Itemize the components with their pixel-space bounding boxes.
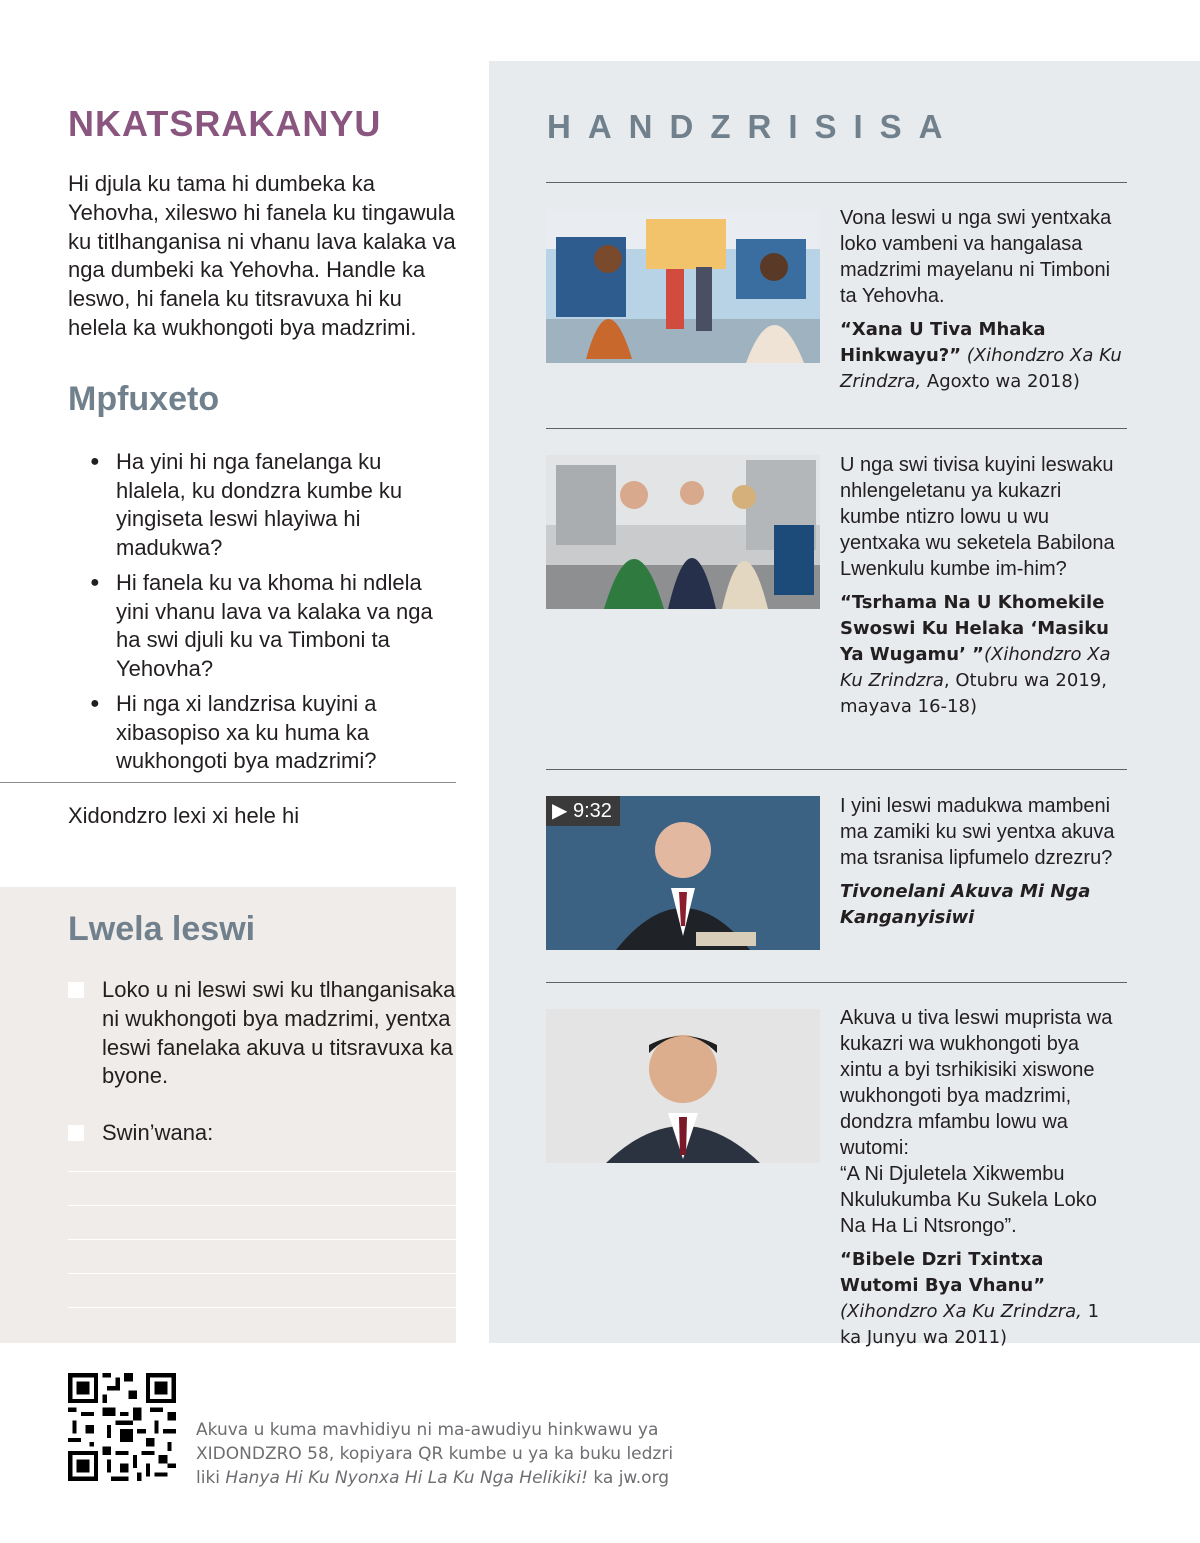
- play-icon: ▶: [552, 800, 568, 822]
- divider: [546, 428, 1127, 429]
- goal-checkbox[interactable]: [68, 1125, 84, 1141]
- ref-source: (Xihondzro Xa Ku Zrindzra: [840, 644, 1111, 691]
- ref-title[interactable]: “Xana U Tiva Mhaka Hinkwayu?”: [840, 319, 1046, 366]
- video-title[interactable]: Tivonelani Akuva Mi Nga Kanganyisiwi: [840, 881, 1091, 928]
- ref-source: (Xihondzro Xa Ku Zrindzra,: [840, 1301, 1082, 1322]
- goal-item-other: [68, 1119, 462, 1148]
- qr-code[interactable]: [68, 1373, 176, 1481]
- video-entry: [840, 793, 1125, 931]
- write-line[interactable]: [68, 1171, 456, 1172]
- studied-label: Xidondzro lexi xi hele hi: [68, 803, 300, 828]
- reference[interactable]: [840, 317, 1125, 395]
- goal-item: [68, 976, 462, 1091]
- entry-text: U nga swi tivisa kuyini leswaku nhlengeletanu ya kukazri kumbe ntizro lowu u wu yentxaka wu seketela Babilona Lwenkulu kumbe im-him?: [840, 454, 1115, 580]
- ref-title[interactable]: “Bibele Dzri Txintxa Wutomi Bya Vhanu”: [840, 1249, 1046, 1296]
- divider: [546, 182, 1127, 183]
- video-duration-badge: [546, 796, 620, 826]
- explore-heading: HANDZRISISA: [547, 108, 960, 145]
- review-item: ● Hi nga xi landzrisa kuyini a xibasopiso xa ku huma ka wukhongoti bya madzrimi?: [90, 690, 450, 776]
- article-thumbnail-news[interactable]: [546, 209, 820, 363]
- goal-box: [0, 887, 456, 1343]
- ref-title[interactable]: “Tsrhama Na U Khomekile Swoswi Ku Helaka ‘Masiku Ya Wugamu’ ”: [840, 592, 1109, 665]
- footer-note: [196, 1418, 676, 1490]
- review-list: [90, 448, 450, 783]
- ref-date: 1 ka Junyu wa 2011): [840, 1301, 1100, 1348]
- entry-text: Vona leswi u nga swi yentxaka loko vambeni va hangalasa madzrimi mayelanu ni Timboni ta Yehovha.: [840, 207, 1112, 307]
- ref-date: , Otubru wa 2019, mayava 16-18): [840, 670, 1107, 717]
- divider: [0, 782, 456, 783]
- reference[interactable]: [840, 879, 1125, 931]
- review-item: ● Ha yini hi nga fanelanga ku hlalela, ku dondzra kumbe ku yingiseta leswi hlayiwa hi madukwa?: [90, 448, 450, 562]
- footer-line: Akuva u kuma mavhidiyu ni ma-awudiyu hinkwawu ya XIDONDZRO 58, kopiyara QR kumbe u ya ka buku ledzri liki: [196, 1420, 674, 1488]
- write-line[interactable]: [68, 1239, 456, 1240]
- article-entry: [840, 205, 1125, 395]
- divider: [546, 982, 1127, 983]
- intro-paragraph: Hi djula ku tama hi dumbeka ka Yehovha, xileswo hi fanela ku tingawula ku titlhanganisa ni vhanu lava kalaka va nga dumbeki ka Yehovha. Handle ka leswo, hi fanela ku titsravuxa hi ku helela ka wukhongoti bya madzrimi.: [68, 171, 456, 340]
- write-line[interactable]: [68, 1273, 456, 1274]
- review-item: ● Hi fanela ku va khoma hi ndlela yini vhanu lava va kalaka va nga ha swi djuli ku va Timboni ta Yehovha?: [90, 569, 450, 683]
- life-story-title[interactable]: “A Ni Djuletela Xikwembu Nkulukumba Ku Sukela Loko Na Ha Li Ntsrongo”.: [840, 1163, 1097, 1237]
- divider: [546, 769, 1127, 770]
- goal-checkbox[interactable]: [68, 982, 84, 998]
- article-thumbnail-witnessing[interactable]: [546, 455, 820, 609]
- reference[interactable]: [840, 590, 1125, 720]
- video-thumbnail[interactable]: [546, 796, 820, 950]
- goal-heading: Lwela leswi: [68, 910, 256, 948]
- article-entry: [840, 452, 1125, 720]
- video-length: 9:32: [572, 800, 612, 822]
- review-heading: Mpfuxeto: [68, 380, 220, 418]
- article-thumbnail-portrait[interactable]: [546, 1009, 820, 1163]
- goal-item-text: Loko u ni leswi swi ku tlhanganisaka ni wukhongoti bya madzrimi, yentxa leswi fanelaka akuva u titsravuxa ka byone.: [102, 977, 456, 1089]
- article-entry: [840, 1005, 1125, 1351]
- book-title[interactable]: Hanya Hi Ku Nyonxa Hi La Ku Nga Helikiki!: [225, 1468, 588, 1488]
- goal-item-text: Swin’wana:: [102, 1120, 214, 1145]
- ref-source: (Xihondzro Xa Ku Zrindzra,: [840, 345, 1122, 392]
- ref-date: Agoxto wa 2018): [926, 371, 1080, 392]
- entry-text: I yini leswi madukwa mambeni ma zamiki ku swi yentxa akuva ma tsranisa lipfumelo dzrezru?: [840, 795, 1115, 869]
- reference[interactable]: [840, 1247, 1125, 1351]
- write-line[interactable]: [68, 1205, 456, 1206]
- write-line[interactable]: [68, 1307, 456, 1308]
- lesson-heading: NKATSRAKANYU: [68, 103, 382, 144]
- footer-site: ka jw.org: [593, 1468, 670, 1488]
- entry-text: Akuva u tiva leswi muprista wa kukazri wa wukhongoti bya xintu a byi tsrhikisiki xiswone wukhongoti bya madzrimi, dondzra mfambu lowu wa wutomi:: [840, 1007, 1113, 1159]
